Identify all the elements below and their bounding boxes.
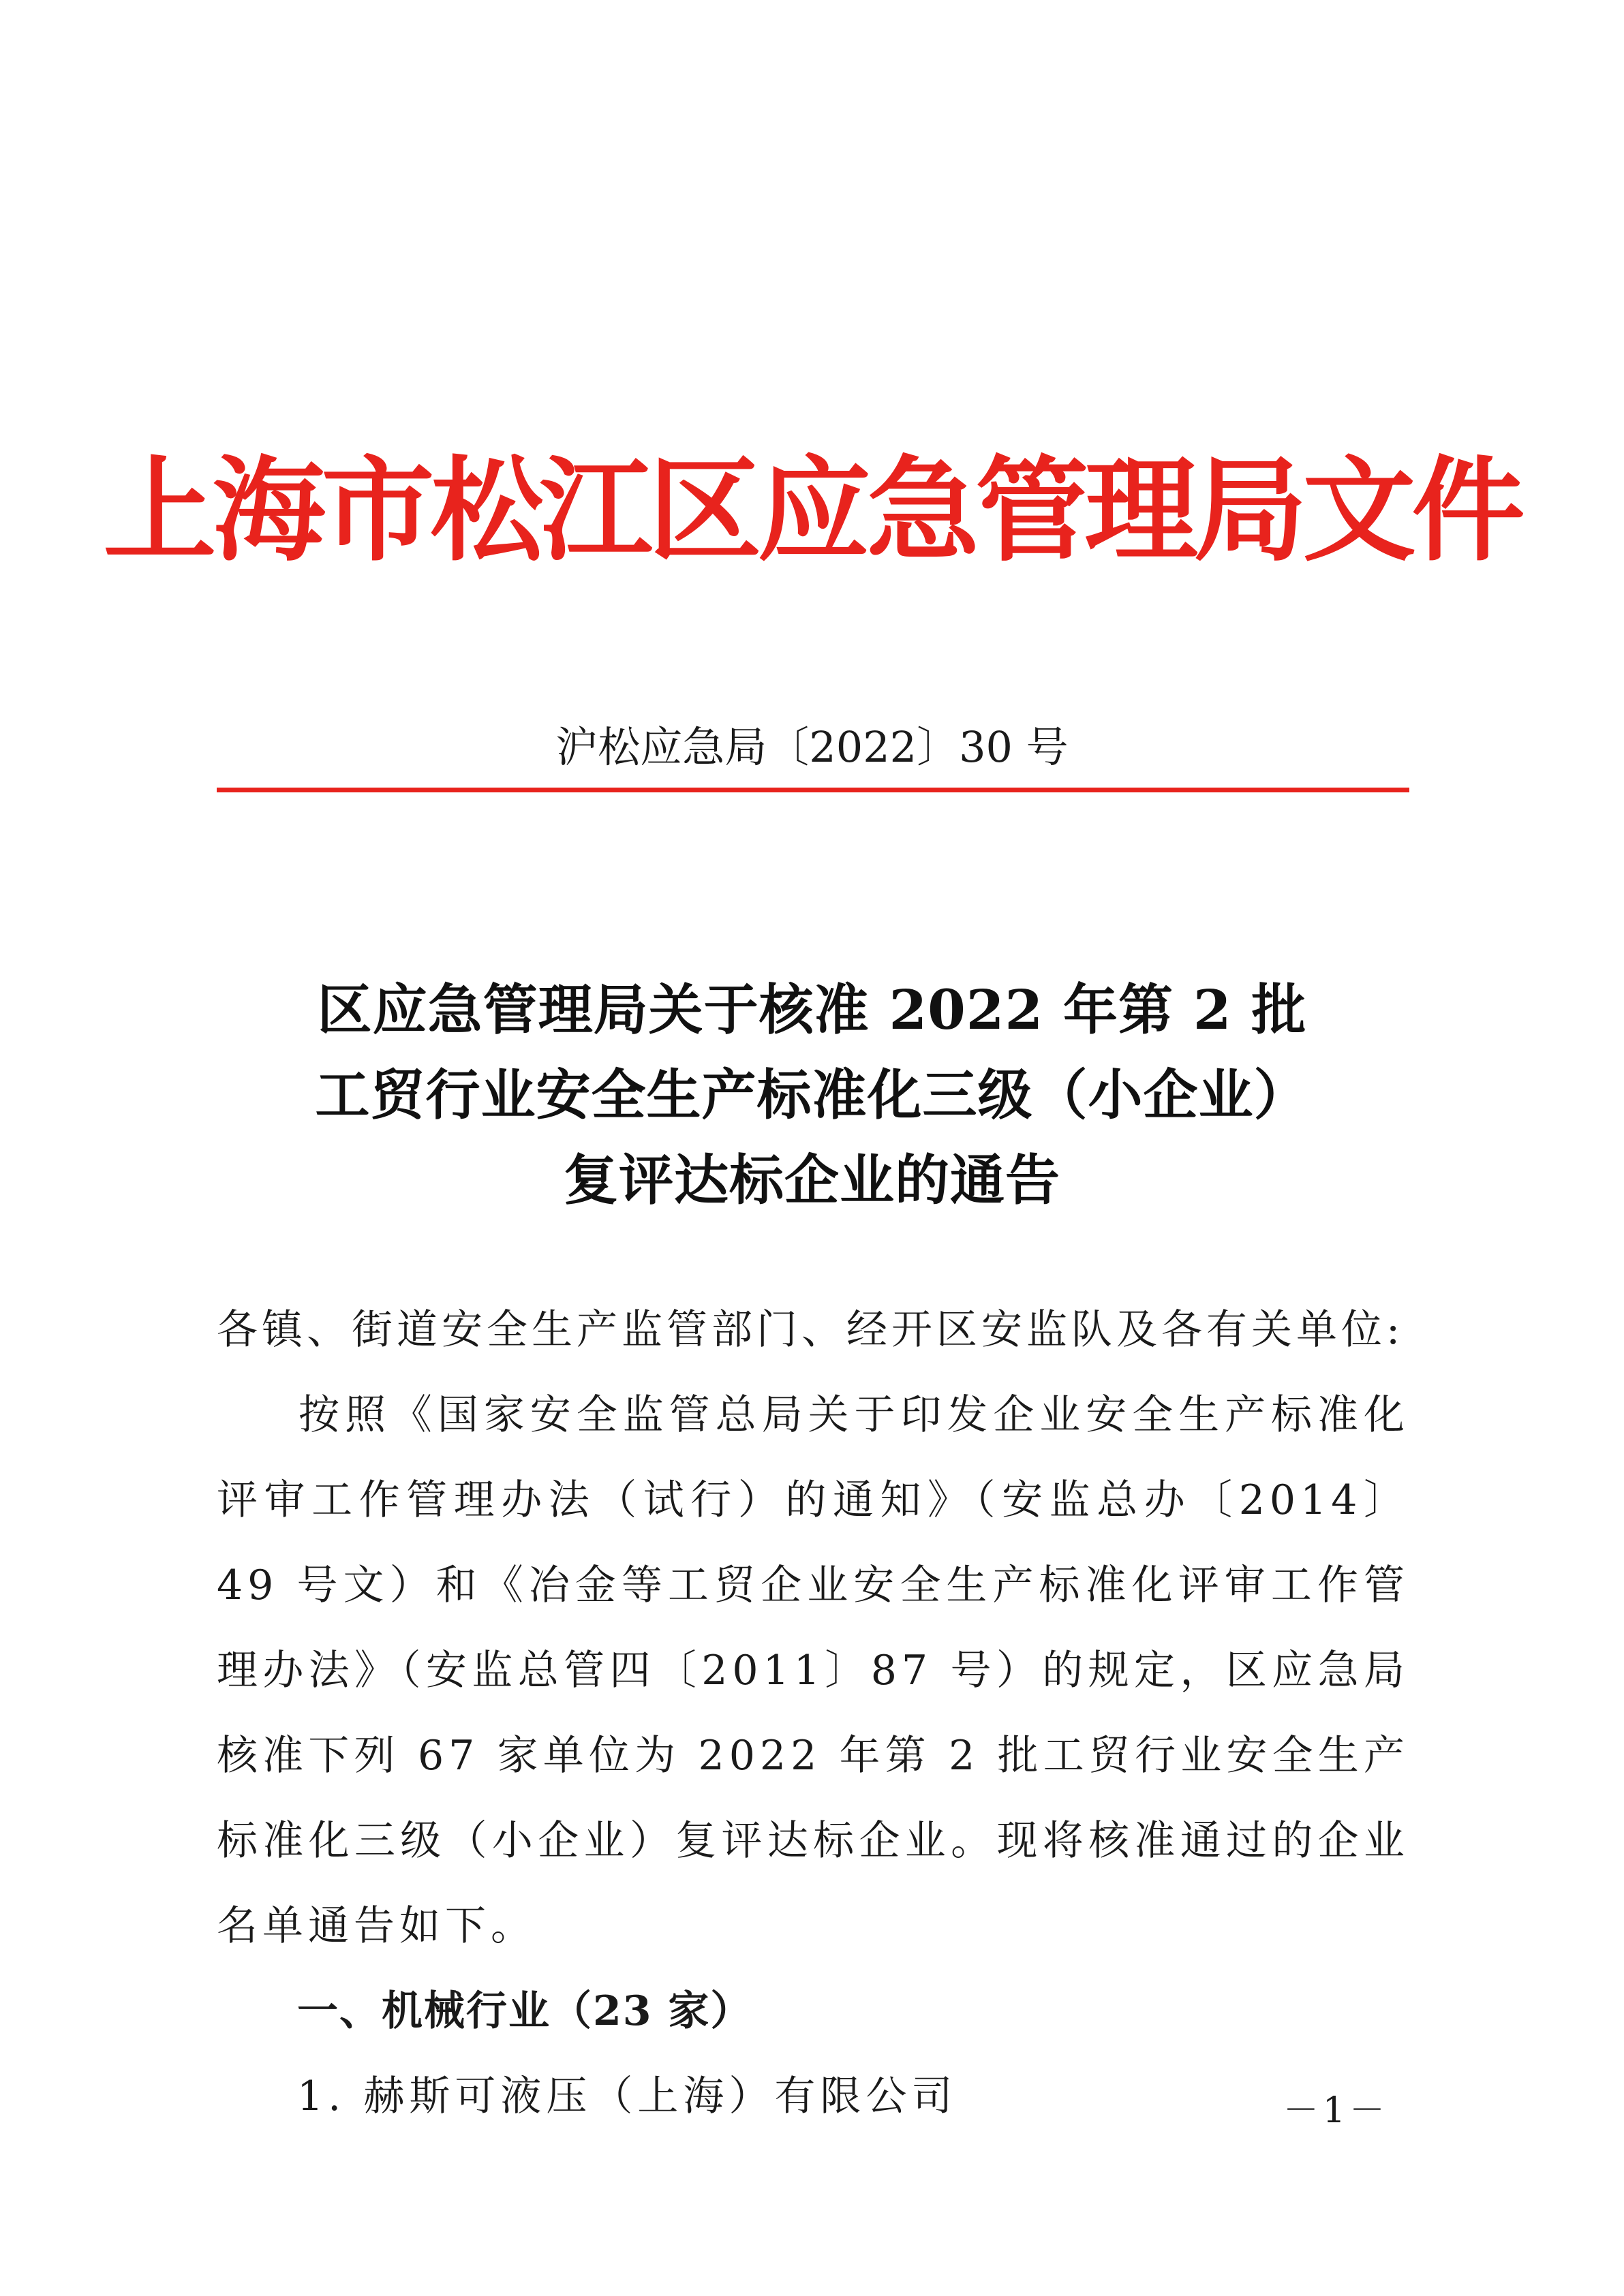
notice-title-line: 区应急管理局关于核准 2022 年第 2 批: [317, 978, 1307, 1042]
document-number: 沪松应急局〔2022〕30 号: [555, 722, 1069, 772]
notice-title-line: 复评达标企业的通告: [564, 1148, 1060, 1212]
page-number: －1－: [1283, 2090, 1389, 2131]
addressee: 各镇、街道安全生产监管部门、经开区安监队及各有关单位:: [217, 1306, 1405, 1354]
list-item: 1. 赫斯可液压（上海）有限公司: [297, 2073, 957, 2120]
body-text: [217, 1288, 1409, 2139]
red-divider: [217, 788, 1409, 792]
section-heading: 一、机械行业（23 家）: [297, 1987, 753, 2035]
agency-title: 上海市松江区应急管理局文件: [103, 444, 1521, 577]
notice-title-line: 工贸行业安全生产标准化三级（小企业）: [315, 1063, 1309, 1127]
main-paragraph: 按照《国家安全监管总局关于印发企业安全生产标准化评审工作管理办法（试行）的通知》（安监总办〔2014〕49 号文）和《冶金等工贸企业安全生产标准化评审工作管理办法》（安监总管四〔2011〕87 号）的规定，区应急局核准下列 67 家单位为 2022 年第 2 批工贸行业安全生产标准化三级（小企业）复评达标企业。现将核准通过的企业名单通告如下。: [217, 1391, 1409, 1950]
notice-title: [0, 967, 1624, 1223]
